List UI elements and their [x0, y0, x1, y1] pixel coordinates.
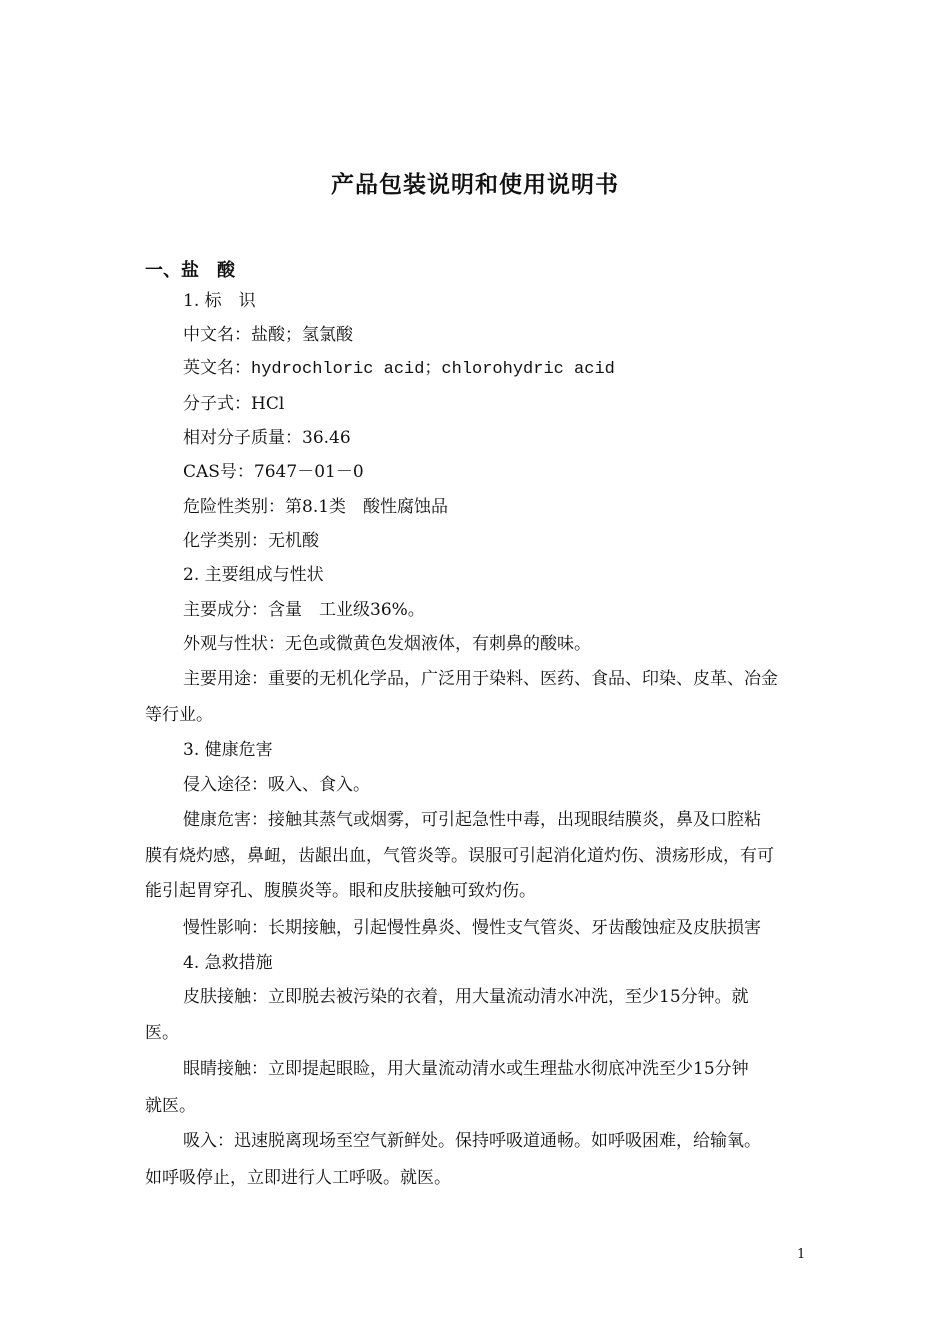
inhalation-continuation: 如呼吸停止，立即进行人工呼吸。就医。: [145, 1168, 451, 1188]
main-use-line: 主要用途：重要的无机化学品，广泛用于染料、医药、食品、印染、皮革、冶金: [183, 669, 778, 689]
chronic-effect-line: 慢性影响：长期接触，引起慢性鼻炎、慢性支气管炎、牙齿酸蚀症及皮肤损害: [183, 918, 761, 938]
chemical-class-line: 化学类别：无机酸: [183, 531, 319, 551]
molecular-mass-line: 相对分子质量：36.46: [183, 428, 351, 448]
appearance-line: 外观与性状：无色或微黄色发烟液体，有刺鼻的酸味。: [183, 634, 591, 654]
health-hazard-continuation-2: 能引起胃穿孔、腹膜炎等。眼和皮肤接触可致灼伤。: [145, 881, 536, 901]
entry-route-line: 侵入途径：吸入、食入。: [183, 775, 370, 795]
subheading-health-hazard: 3. 健康危害: [183, 740, 273, 760]
eye-contact-line: 眼睛接触：立即提起眼睑，用大量流动清水或生理盐水彻底冲洗至少15分钟: [183, 1059, 749, 1079]
health-hazard-continuation-1: 膜有烧灼感，鼻衄，齿龈出血，气管炎等。误服可引起消化道灼伤、溃疡形成，有可: [145, 846, 774, 866]
health-hazard-line: 健康危害：接触其蒸气或烟雾，可引起急性中毒，出现眼结膜炎，鼻及口腔粘: [183, 810, 761, 830]
hazard-class-line: 危险性类别：第8.1类 酸性腐蚀品: [183, 497, 449, 517]
subheading-composition: 2. 主要组成与性状: [183, 565, 324, 585]
chinese-name-line: 中文名：盐酸；氢氯酸: [183, 325, 353, 345]
formula-line: 分子式：HCl: [183, 394, 285, 414]
page-title: 产品包装说明和使用说明书: [331, 171, 619, 198]
skin-contact-line: 皮肤接触：立即脱去被污染的衣着，用大量流动清水冲洗，至少15分钟。就: [183, 987, 749, 1007]
english-name-line: 英文名：hydrochloric acid；chlorohydric acid: [183, 360, 615, 379]
cas-number-line: CAS号：7647－01－0: [183, 462, 364, 482]
page-number: 1: [797, 1247, 806, 1262]
section-heading: 一、盐 酸: [145, 260, 235, 281]
main-use-continuation: 等行业。: [145, 705, 213, 725]
subheading-identification: 1. 标 识: [183, 291, 256, 311]
inhalation-line: 吸入：迅速脱离现场至空气新鲜处。保持呼吸道通畅。如呼吸困难，给输氧。: [183, 1131, 761, 1151]
eye-contact-continuation: 就医。: [145, 1096, 196, 1116]
subheading-first-aid: 4. 急救措施: [183, 953, 273, 973]
main-component-line: 主要成分：含量 工业级36%。: [183, 600, 425, 620]
skin-contact-continuation: 医。: [145, 1023, 179, 1043]
